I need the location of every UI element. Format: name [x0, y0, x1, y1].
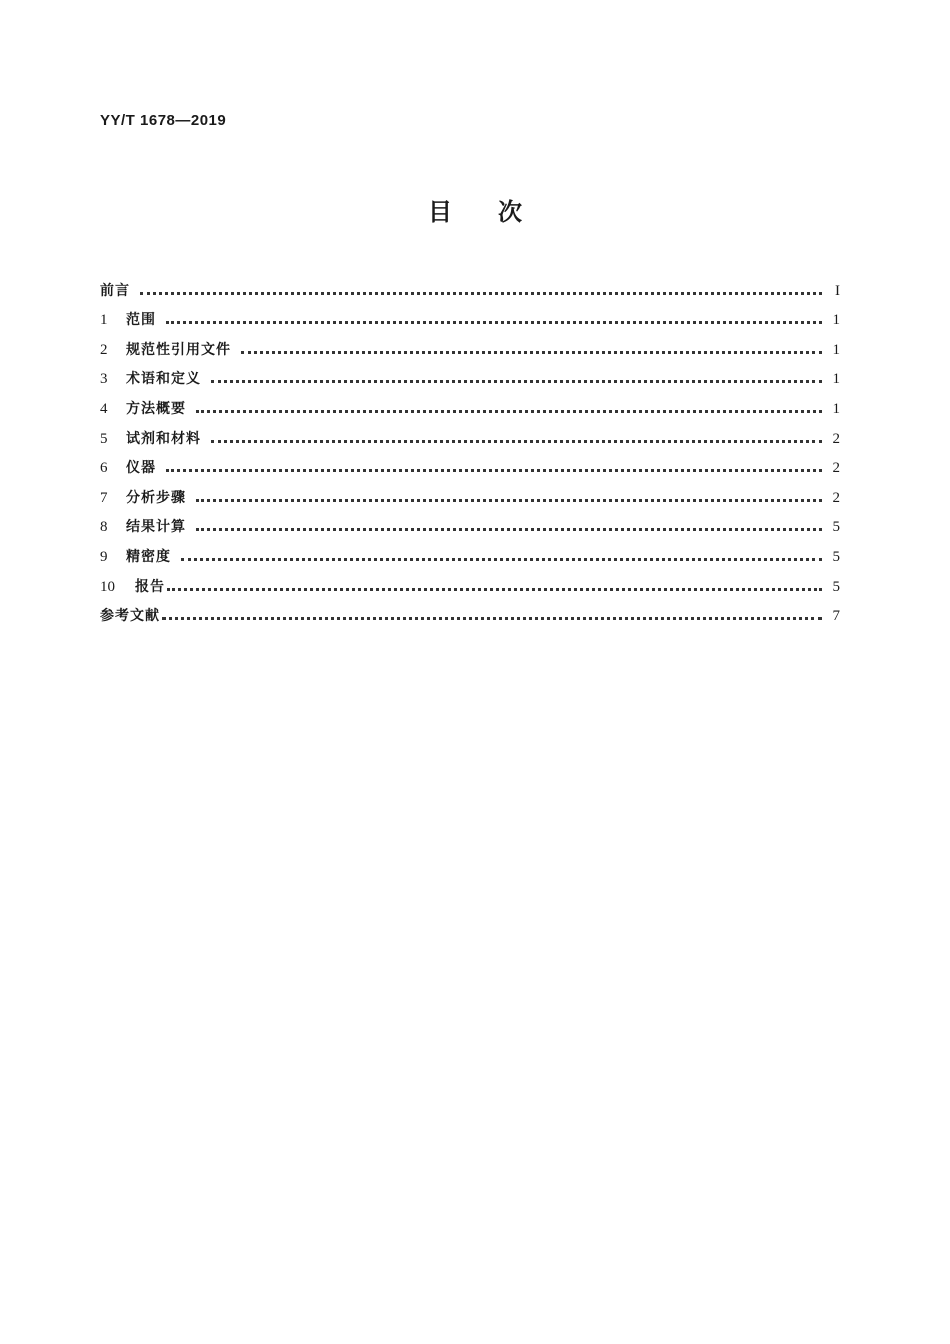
table-of-contents	[100, 270, 840, 625]
toc-entry-page: 1	[832, 400, 840, 417]
toc-entry-number: 4	[100, 400, 108, 417]
toc-entry-page: 1	[832, 341, 840, 358]
toc-leader-dots	[140, 292, 822, 295]
toc-leader-dots	[196, 410, 822, 413]
toc-entry-page: 2	[832, 430, 840, 447]
toc-entry-label: 试剂和材料	[126, 430, 201, 447]
toc-entry-page: 2	[832, 489, 840, 506]
toc-entry-page: 7	[832, 608, 840, 625]
toc-entry-number: 8	[100, 519, 108, 536]
toc-entry-9[interactable]	[100, 536, 840, 566]
toc-entry-number: 1	[100, 312, 108, 329]
toc-leader-dots	[241, 351, 822, 354]
toc-entry-number: 6	[100, 460, 108, 477]
toc-entry-references[interactable]	[100, 596, 840, 626]
document-code: YY/T 1678—2019	[100, 112, 227, 129]
toc-entry-2[interactable]	[100, 329, 840, 359]
toc-entry-number: 2	[100, 341, 108, 358]
toc-entry-8[interactable]	[100, 507, 840, 537]
toc-entry-label: 术语和定义	[126, 371, 201, 388]
toc-leader-dots	[166, 469, 822, 472]
toc-leader-dots	[196, 499, 822, 502]
toc-entry-1[interactable]	[100, 300, 840, 330]
toc-entry-3[interactable]	[100, 359, 840, 389]
toc-entry-page: 5	[832, 519, 840, 536]
toc-leader-dots	[181, 558, 822, 561]
toc-entry-number: 3	[100, 371, 108, 388]
toc-entry-label: 规范性引用文件	[126, 341, 231, 358]
toc-entry-label: 范围	[126, 312, 156, 329]
toc-entry-label: 报告	[135, 578, 165, 595]
toc-entry-number: 5	[100, 430, 108, 447]
toc-leader-dots	[196, 528, 822, 531]
toc-entry-page: 2	[832, 460, 840, 477]
toc-entry-label: 参考文献	[100, 608, 160, 625]
toc-entry-7[interactable]	[100, 477, 840, 507]
toc-entry-label: 结果计算	[126, 519, 186, 536]
toc-leader-dots	[211, 380, 822, 383]
toc-entry-label: 方法概要	[126, 400, 186, 417]
toc-entry-page: 1	[832, 312, 840, 329]
toc-entry-number: 9	[100, 548, 108, 565]
toc-leader-dots	[166, 321, 822, 324]
toc-entry-label: 仪器	[126, 460, 156, 477]
toc-entry-4[interactable]	[100, 388, 840, 418]
toc-entry-number: 7	[100, 489, 108, 506]
toc-entry-foreword[interactable]	[100, 270, 840, 300]
toc-leader-dots	[167, 588, 822, 591]
toc-leader-dots	[162, 617, 822, 620]
toc-entry-5[interactable]	[100, 418, 840, 448]
toc-entry-page: 5	[832, 578, 840, 595]
toc-entry-10[interactable]	[100, 566, 840, 596]
toc-entry-label: 精密度	[126, 548, 171, 565]
toc-entry-page: 1	[832, 371, 840, 388]
toc-entry-page: 5	[832, 548, 840, 565]
toc-entry-number: 10	[100, 578, 115, 595]
page-title: 目次	[428, 198, 568, 226]
toc-leader-dots	[211, 440, 822, 443]
toc-entry-6[interactable]	[100, 448, 840, 478]
toc-entry-label: 前言	[100, 282, 130, 299]
toc-entry-label: 分析步骤	[126, 489, 186, 506]
toc-entry-page: I	[835, 282, 840, 299]
